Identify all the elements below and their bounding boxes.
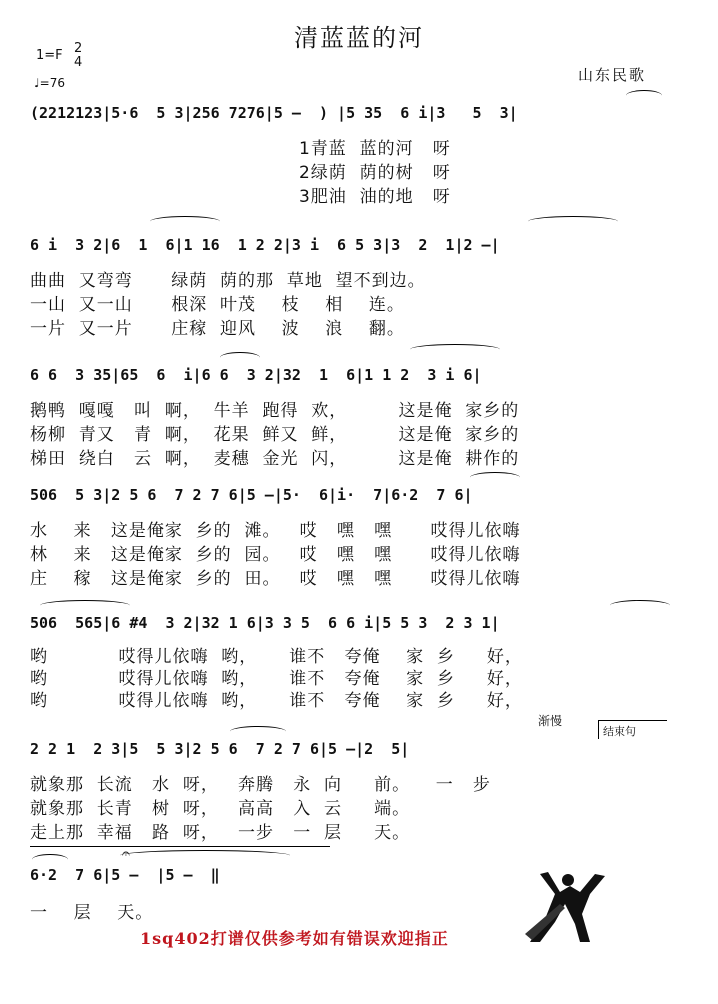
slur bbox=[410, 344, 500, 355]
slur bbox=[120, 850, 290, 861]
divider-line bbox=[30, 846, 330, 847]
slur bbox=[230, 726, 286, 737]
lyric-line-2: 一山 又一山 根深 叶茂 枝 相 连。 bbox=[30, 295, 405, 315]
lyric-line-1: 一 层 天。 bbox=[30, 903, 154, 923]
dancers-icon bbox=[520, 864, 620, 944]
key-signature: 1=F bbox=[36, 48, 63, 63]
slur bbox=[32, 854, 68, 865]
time-signature-top: 2 bbox=[74, 41, 83, 56]
notation-line: (2212123|5·6 5 3|256 7276|5 – ) |5 35 6 i|3 5 3| bbox=[30, 104, 518, 122]
notation-line: 6 6 3 35|65 6 i|6 6 3 2|32 1 6|1 1 2 3 i 6| bbox=[30, 366, 482, 384]
lyric-line-1: 就象那 长流 水 呀， 奔腾 永 向 前。 一 步 bbox=[30, 775, 491, 795]
lyric-line-1: 1青蓝 蓝的河 呀 bbox=[30, 139, 451, 159]
page-title: 清蓝蓝的河 bbox=[294, 24, 424, 52]
slur bbox=[528, 216, 618, 227]
lyric-line-1: 哟 哎得儿依嗨 哟， 谁不 夸俺 家 乡 好， bbox=[30, 647, 523, 667]
time-signature bbox=[74, 42, 82, 70]
lyric-line-1: 鹅鸭 嘎嘎 叫 啊， 牛羊 跑得 欢， 这是俺 家乡的 bbox=[30, 401, 520, 421]
lyric-line-3: 一片 又一片 庄稼 迎风 波 浪 翻。 bbox=[30, 319, 405, 339]
slur bbox=[626, 90, 662, 101]
slur bbox=[610, 600, 670, 611]
lyric-line-2: 杨柳 青又 青 啊， 花果 鲜又 鲜， 这是俺 家乡的 bbox=[30, 425, 520, 445]
lyric-line-2: 就象那 长青 树 呀， 高高 入 云 端。 bbox=[30, 799, 411, 819]
notation-line: 2 2 1 2 3|5 5 3|2 5 6 7 2 7 6|5 –|2 5| bbox=[30, 740, 410, 758]
lyric-line-1: 水 来 这是俺家 乡的 滩。 哎 嘿 嘿 哎得儿依嗨 bbox=[30, 521, 521, 541]
lyric-line-3: 庄 稼 这是俺家 乡的 田。 哎 嘿 嘿 哎得儿依嗨 bbox=[30, 569, 521, 589]
fermata-icon: 𝄐 bbox=[122, 846, 130, 862]
lyric-line-2: 哟 哎得儿依嗨 哟， 谁不 夸俺 家 乡 好， bbox=[30, 669, 523, 689]
notation-line: 6 i 3 2|6 1 6|1 16 1 2 2|3 i 6 5 3|3 2 1|2 –| bbox=[30, 236, 500, 254]
slur bbox=[220, 352, 260, 363]
lyric-line-2: 林 来 这是俺家 乡的 园。 哎 嘿 嘿 哎得儿依嗨 bbox=[30, 545, 521, 565]
ending-phrase-mark: 结束句 bbox=[598, 720, 667, 739]
slur bbox=[470, 472, 520, 483]
song-origin: 山东民歌 bbox=[578, 66, 647, 84]
lyric-line-3: 哟 哎得儿依嗨 哟， 谁不 夸俺 家 乡 好， bbox=[30, 691, 523, 711]
lyric-line-1: 曲曲 又弯弯 绿荫 荫的那 草地 望不到边。 bbox=[30, 271, 426, 291]
notation-line: 6·2 7 6|5 – |5 – ‖ bbox=[30, 866, 220, 884]
tempo-change-mark: 渐慢 bbox=[538, 714, 563, 728]
lyric-line-3: 3肥油 油的地 呀 bbox=[30, 187, 451, 207]
slur bbox=[40, 600, 130, 611]
tempo-mark: ♩=76 bbox=[34, 76, 65, 90]
time-signature-bottom: 4 bbox=[74, 55, 83, 70]
slur bbox=[150, 216, 220, 227]
footer-credit: 1sq402打谱仅供参考如有错误欢迎指正 bbox=[140, 929, 449, 948]
lyric-line-3: 梯田 绕白 云 啊， 麦穗 金光 闪， 这是俺 耕作的 bbox=[30, 449, 520, 469]
notation-line: 506 565|6 #4 3 2|32 1 6|3 3 5 6 6 i|5 5 3 2 3 1| bbox=[30, 614, 500, 632]
notation-line: 506 5 3|2 5 6 7 2 7 6|5 –|5· 6|i· 7|6·2 7 6| bbox=[30, 486, 473, 504]
lyric-line-3: 走上那 幸福 路 呀， 一步 一 层 天。 bbox=[30, 823, 411, 843]
lyric-line-2: 2绿荫 荫的树 呀 bbox=[30, 163, 451, 183]
